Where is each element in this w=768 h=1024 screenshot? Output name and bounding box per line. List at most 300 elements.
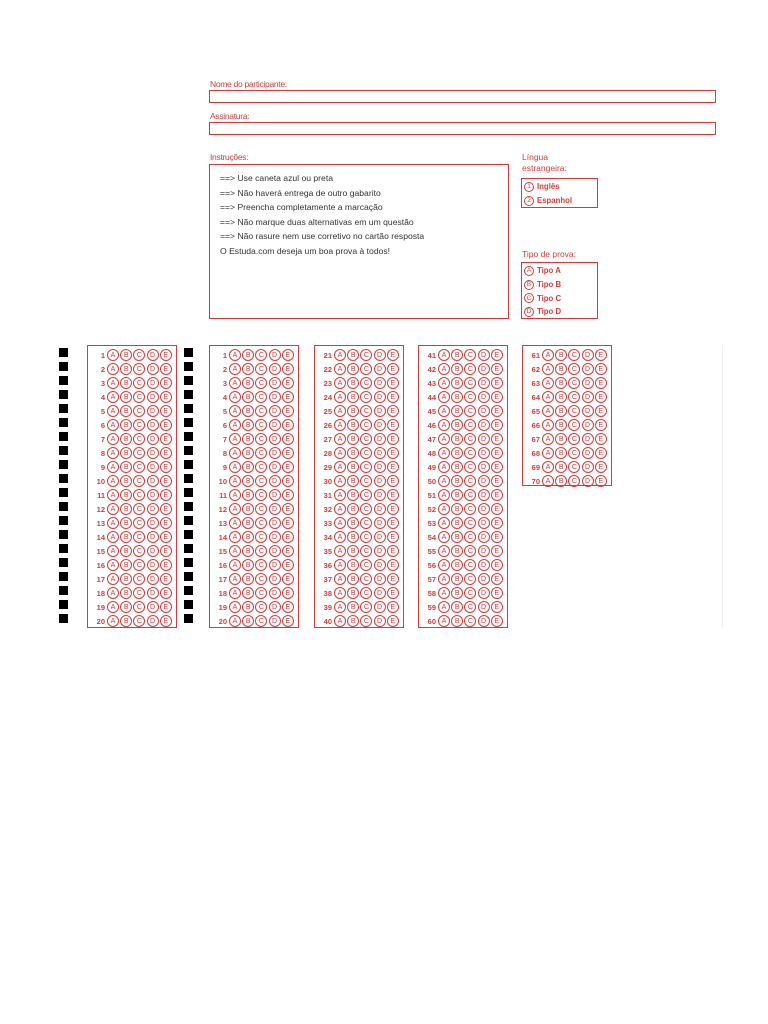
answer-bubble-e[interactable]: E bbox=[491, 601, 503, 613]
answer-bubble-e[interactable]: E bbox=[387, 517, 399, 529]
answer-bubble-b[interactable]: B bbox=[120, 349, 132, 361]
answer-bubble-b[interactable]: B bbox=[451, 531, 463, 543]
answer-bubble-b[interactable]: B bbox=[451, 503, 463, 515]
answer-bubble-c[interactable]: C bbox=[360, 545, 372, 557]
answer-bubble-e[interactable]: E bbox=[491, 363, 503, 375]
answer-bubble-d[interactable]: D bbox=[374, 573, 386, 585]
answer-bubble-a[interactable]: A bbox=[334, 489, 346, 501]
answer-bubble-b[interactable]: B bbox=[242, 601, 254, 613]
answer-bubble-b[interactable]: B bbox=[347, 573, 359, 585]
answer-bubble-b[interactable]: B bbox=[451, 363, 463, 375]
option-bubble[interactable]: D bbox=[524, 307, 534, 317]
answer-bubble-b[interactable]: B bbox=[120, 447, 132, 459]
answer-bubble-a[interactable]: A bbox=[229, 559, 241, 571]
answer-bubble-d[interactable]: D bbox=[582, 475, 594, 487]
answer-bubble-e[interactable]: E bbox=[282, 419, 294, 431]
answer-bubble-e[interactable]: E bbox=[160, 489, 172, 501]
answer-bubble-d[interactable]: D bbox=[374, 349, 386, 361]
answer-bubble-b[interactable]: B bbox=[347, 503, 359, 515]
answer-bubble-d[interactable]: D bbox=[147, 587, 159, 599]
answer-bubble-c[interactable]: C bbox=[568, 405, 580, 417]
answer-bubble-d[interactable]: D bbox=[147, 615, 159, 627]
answer-bubble-e[interactable]: E bbox=[282, 545, 294, 557]
answer-bubble-d[interactable]: D bbox=[374, 601, 386, 613]
answer-bubble-e[interactable]: E bbox=[491, 377, 503, 389]
answer-bubble-d[interactable]: D bbox=[478, 489, 490, 501]
answer-bubble-d[interactable]: D bbox=[582, 461, 594, 473]
answer-bubble-b[interactable]: B bbox=[242, 587, 254, 599]
answer-bubble-c[interactable]: C bbox=[255, 587, 267, 599]
answer-bubble-d[interactable]: D bbox=[269, 419, 281, 431]
answer-bubble-c[interactable]: C bbox=[255, 517, 267, 529]
participant-name-field[interactable] bbox=[209, 90, 716, 103]
answer-bubble-d[interactable]: D bbox=[478, 377, 490, 389]
answer-bubble-c[interactable]: C bbox=[255, 573, 267, 585]
answer-bubble-e[interactable]: E bbox=[282, 517, 294, 529]
answer-bubble-e[interactable]: E bbox=[491, 503, 503, 515]
answer-bubble-a[interactable]: A bbox=[229, 475, 241, 487]
answer-bubble-e[interactable]: E bbox=[491, 545, 503, 557]
answer-bubble-b[interactable]: B bbox=[120, 517, 132, 529]
answer-bubble-e[interactable]: E bbox=[595, 377, 607, 389]
answer-bubble-e[interactable]: E bbox=[160, 433, 172, 445]
answer-bubble-d[interactable]: D bbox=[478, 573, 490, 585]
answer-bubble-b[interactable]: B bbox=[451, 377, 463, 389]
answer-bubble-a[interactable]: A bbox=[334, 405, 346, 417]
answer-bubble-c[interactable]: C bbox=[133, 517, 145, 529]
answer-bubble-e[interactable]: E bbox=[387, 433, 399, 445]
answer-bubble-c[interactable]: C bbox=[255, 559, 267, 571]
answer-bubble-e[interactable]: E bbox=[387, 559, 399, 571]
answer-bubble-d[interactable]: D bbox=[147, 517, 159, 529]
answer-bubble-a[interactable]: A bbox=[438, 503, 450, 515]
answer-bubble-a[interactable]: A bbox=[229, 503, 241, 515]
answer-bubble-a[interactable]: A bbox=[107, 349, 119, 361]
answer-bubble-d[interactable]: D bbox=[478, 559, 490, 571]
answer-bubble-d[interactable]: D bbox=[147, 559, 159, 571]
answer-bubble-b[interactable]: B bbox=[347, 615, 359, 627]
answer-bubble-b[interactable]: B bbox=[451, 573, 463, 585]
answer-bubble-d[interactable]: D bbox=[478, 405, 490, 417]
answer-bubble-b[interactable]: B bbox=[451, 391, 463, 403]
answer-bubble-a[interactable]: A bbox=[107, 391, 119, 403]
answer-bubble-c[interactable]: C bbox=[360, 587, 372, 599]
answer-bubble-c[interactable]: C bbox=[255, 349, 267, 361]
answer-bubble-a[interactable]: A bbox=[107, 601, 119, 613]
answer-bubble-b[interactable]: B bbox=[120, 587, 132, 599]
answer-bubble-e[interactable]: E bbox=[160, 503, 172, 515]
answer-bubble-a[interactable]: A bbox=[438, 475, 450, 487]
option-bubble[interactable]: 2 bbox=[524, 196, 534, 206]
answer-bubble-a[interactable]: A bbox=[542, 349, 554, 361]
answer-bubble-a[interactable]: A bbox=[229, 587, 241, 599]
answer-bubble-e[interactable]: E bbox=[282, 391, 294, 403]
answer-bubble-d[interactable]: D bbox=[269, 489, 281, 501]
answer-bubble-b[interactable]: B bbox=[120, 363, 132, 375]
answer-bubble-e[interactable]: E bbox=[387, 391, 399, 403]
answer-bubble-e[interactable]: E bbox=[595, 391, 607, 403]
answer-bubble-b[interactable]: B bbox=[242, 573, 254, 585]
answer-bubble-d[interactable]: D bbox=[147, 545, 159, 557]
answer-bubble-a[interactable]: A bbox=[229, 573, 241, 585]
answer-bubble-c[interactable]: C bbox=[360, 559, 372, 571]
language-option-english[interactable] bbox=[524, 180, 597, 194]
answer-bubble-d[interactable]: D bbox=[478, 545, 490, 557]
answer-bubble-a[interactable]: A bbox=[438, 349, 450, 361]
answer-bubble-e[interactable]: E bbox=[387, 475, 399, 487]
answer-bubble-b[interactable]: B bbox=[120, 489, 132, 501]
answer-bubble-e[interactable]: E bbox=[160, 601, 172, 613]
answer-bubble-a[interactable]: A bbox=[107, 461, 119, 473]
answer-bubble-b[interactable]: B bbox=[451, 349, 463, 361]
answer-bubble-b[interactable]: B bbox=[347, 461, 359, 473]
answer-bubble-b[interactable]: B bbox=[451, 615, 463, 627]
answer-bubble-d[interactable]: D bbox=[478, 615, 490, 627]
answer-bubble-a[interactable]: A bbox=[334, 461, 346, 473]
answer-bubble-e[interactable]: E bbox=[387, 531, 399, 543]
answer-bubble-e[interactable]: E bbox=[491, 419, 503, 431]
signature-field[interactable] bbox=[209, 122, 716, 135]
answer-bubble-c[interactable]: C bbox=[133, 391, 145, 403]
answer-bubble-e[interactable]: E bbox=[595, 349, 607, 361]
answer-bubble-b[interactable]: B bbox=[347, 447, 359, 459]
answer-bubble-a[interactable]: A bbox=[438, 447, 450, 459]
answer-bubble-b[interactable]: B bbox=[555, 419, 567, 431]
answer-bubble-d[interactable]: D bbox=[478, 587, 490, 599]
answer-bubble-c[interactable]: C bbox=[133, 601, 145, 613]
answer-bubble-e[interactable]: E bbox=[160, 615, 172, 627]
answer-bubble-b[interactable]: B bbox=[347, 433, 359, 445]
answer-bubble-d[interactable]: D bbox=[269, 377, 281, 389]
answer-bubble-a[interactable]: A bbox=[229, 363, 241, 375]
answer-bubble-b[interactable]: B bbox=[451, 405, 463, 417]
answer-bubble-c[interactable]: C bbox=[360, 573, 372, 585]
answer-bubble-e[interactable]: E bbox=[491, 531, 503, 543]
answer-bubble-b[interactable]: B bbox=[242, 489, 254, 501]
answer-bubble-b[interactable]: B bbox=[120, 475, 132, 487]
answer-bubble-d[interactable]: D bbox=[374, 461, 386, 473]
answer-bubble-d[interactable]: D bbox=[269, 461, 281, 473]
answer-bubble-b[interactable]: B bbox=[347, 545, 359, 557]
answer-bubble-c[interactable]: C bbox=[255, 489, 267, 501]
answer-bubble-b[interactable]: B bbox=[242, 545, 254, 557]
answer-bubble-a[interactable]: A bbox=[229, 433, 241, 445]
answer-bubble-e[interactable]: E bbox=[387, 615, 399, 627]
answer-bubble-c[interactable]: C bbox=[464, 391, 476, 403]
answer-bubble-c[interactable]: C bbox=[464, 447, 476, 459]
answer-bubble-c[interactable]: C bbox=[464, 461, 476, 473]
answer-bubble-c[interactable]: C bbox=[464, 475, 476, 487]
answer-bubble-d[interactable]: D bbox=[269, 615, 281, 627]
answer-bubble-a[interactable]: A bbox=[107, 545, 119, 557]
answer-bubble-b[interactable]: B bbox=[120, 405, 132, 417]
answer-bubble-a[interactable]: A bbox=[438, 419, 450, 431]
answer-bubble-a[interactable]: A bbox=[334, 615, 346, 627]
answer-bubble-d[interactable]: D bbox=[269, 503, 281, 515]
answer-bubble-e[interactable]: E bbox=[160, 405, 172, 417]
answer-bubble-a[interactable]: A bbox=[334, 573, 346, 585]
answer-bubble-c[interactable]: C bbox=[568, 461, 580, 473]
answer-bubble-d[interactable]: D bbox=[478, 391, 490, 403]
answer-bubble-c[interactable]: C bbox=[360, 419, 372, 431]
answer-bubble-a[interactable]: A bbox=[438, 531, 450, 543]
answer-bubble-d[interactable]: D bbox=[478, 447, 490, 459]
answer-bubble-c[interactable]: C bbox=[360, 377, 372, 389]
answer-bubble-d[interactable]: D bbox=[582, 433, 594, 445]
answer-bubble-d[interactable]: D bbox=[582, 405, 594, 417]
answer-bubble-b[interactable]: B bbox=[242, 461, 254, 473]
answer-bubble-d[interactable]: D bbox=[582, 419, 594, 431]
answer-bubble-b[interactable]: B bbox=[242, 615, 254, 627]
answer-bubble-a[interactable]: A bbox=[542, 405, 554, 417]
answer-bubble-b[interactable]: B bbox=[120, 503, 132, 515]
answer-bubble-c[interactable]: C bbox=[133, 615, 145, 627]
answer-bubble-c[interactable]: C bbox=[464, 363, 476, 375]
answer-bubble-c[interactable]: C bbox=[133, 461, 145, 473]
answer-bubble-e[interactable]: E bbox=[282, 601, 294, 613]
answer-bubble-b[interactable]: B bbox=[120, 559, 132, 571]
answer-bubble-b[interactable]: B bbox=[451, 489, 463, 501]
answer-bubble-a[interactable]: A bbox=[334, 559, 346, 571]
answer-bubble-c[interactable]: C bbox=[255, 601, 267, 613]
answer-bubble-b[interactable]: B bbox=[242, 377, 254, 389]
answer-bubble-b[interactable]: B bbox=[120, 573, 132, 585]
answer-bubble-d[interactable]: D bbox=[147, 503, 159, 515]
answer-bubble-d[interactable]: D bbox=[269, 405, 281, 417]
answer-bubble-e[interactable]: E bbox=[160, 363, 172, 375]
answer-bubble-b[interactable]: B bbox=[120, 461, 132, 473]
exam-type-option-b[interactable] bbox=[524, 278, 597, 292]
answer-bubble-c[interactable]: C bbox=[133, 545, 145, 557]
answer-bubble-a[interactable]: A bbox=[229, 461, 241, 473]
answer-bubble-c[interactable]: C bbox=[568, 391, 580, 403]
answer-bubble-d[interactable]: D bbox=[478, 475, 490, 487]
answer-bubble-d[interactable]: D bbox=[478, 363, 490, 375]
answer-bubble-a[interactable]: A bbox=[229, 405, 241, 417]
answer-bubble-d[interactable]: D bbox=[269, 517, 281, 529]
answer-bubble-e[interactable]: E bbox=[160, 447, 172, 459]
answer-bubble-e[interactable]: E bbox=[160, 573, 172, 585]
answer-bubble-d[interactable]: D bbox=[374, 489, 386, 501]
answer-bubble-b[interactable]: B bbox=[120, 531, 132, 543]
answer-bubble-a[interactable]: A bbox=[107, 419, 119, 431]
answer-bubble-c[interactable]: C bbox=[360, 391, 372, 403]
answer-bubble-a[interactable]: A bbox=[229, 615, 241, 627]
answer-bubble-c[interactable]: C bbox=[133, 419, 145, 431]
answer-bubble-c[interactable]: C bbox=[133, 363, 145, 375]
answer-bubble-c[interactable]: C bbox=[133, 475, 145, 487]
answer-bubble-b[interactable]: B bbox=[555, 377, 567, 389]
answer-bubble-d[interactable]: D bbox=[374, 531, 386, 543]
answer-bubble-c[interactable]: C bbox=[133, 573, 145, 585]
answer-bubble-d[interactable]: D bbox=[147, 405, 159, 417]
answer-bubble-c[interactable]: C bbox=[255, 461, 267, 473]
answer-bubble-a[interactable]: A bbox=[229, 377, 241, 389]
answer-bubble-a[interactable]: A bbox=[229, 447, 241, 459]
answer-bubble-e[interactable]: E bbox=[282, 405, 294, 417]
answer-bubble-a[interactable]: A bbox=[438, 587, 450, 599]
answer-bubble-c[interactable]: C bbox=[464, 573, 476, 585]
answer-bubble-d[interactable]: D bbox=[374, 587, 386, 599]
answer-bubble-b[interactable]: B bbox=[120, 615, 132, 627]
answer-bubble-d[interactable]: D bbox=[582, 447, 594, 459]
answer-bubble-a[interactable]: A bbox=[542, 363, 554, 375]
answer-bubble-a[interactable]: A bbox=[334, 349, 346, 361]
answer-bubble-b[interactable]: B bbox=[555, 405, 567, 417]
answer-bubble-e[interactable]: E bbox=[282, 363, 294, 375]
answer-bubble-d[interactable]: D bbox=[374, 391, 386, 403]
answer-bubble-c[interactable]: C bbox=[255, 405, 267, 417]
answer-bubble-d[interactable]: D bbox=[269, 391, 281, 403]
answer-bubble-c[interactable]: C bbox=[360, 503, 372, 515]
answer-bubble-a[interactable]: A bbox=[438, 433, 450, 445]
answer-bubble-e[interactable]: E bbox=[387, 447, 399, 459]
answer-bubble-e[interactable]: E bbox=[491, 391, 503, 403]
answer-bubble-c[interactable]: C bbox=[568, 475, 580, 487]
answer-bubble-a[interactable]: A bbox=[542, 377, 554, 389]
answer-bubble-c[interactable]: C bbox=[133, 433, 145, 445]
answer-bubble-b[interactable]: B bbox=[242, 391, 254, 403]
answer-bubble-e[interactable]: E bbox=[595, 461, 607, 473]
answer-bubble-a[interactable]: A bbox=[334, 475, 346, 487]
exam-type-option-a[interactable] bbox=[524, 264, 597, 278]
answer-bubble-e[interactable]: E bbox=[282, 447, 294, 459]
answer-bubble-c[interactable]: C bbox=[255, 447, 267, 459]
answer-bubble-d[interactable]: D bbox=[147, 573, 159, 585]
answer-bubble-a[interactable]: A bbox=[229, 601, 241, 613]
answer-bubble-c[interactable]: C bbox=[133, 349, 145, 361]
answer-bubble-d[interactable]: D bbox=[582, 391, 594, 403]
answer-bubble-d[interactable]: D bbox=[478, 601, 490, 613]
answer-bubble-d[interactable]: D bbox=[147, 531, 159, 543]
answer-bubble-a[interactable]: A bbox=[229, 419, 241, 431]
answer-bubble-e[interactable]: E bbox=[282, 615, 294, 627]
answer-bubble-c[interactable]: C bbox=[568, 447, 580, 459]
answer-bubble-a[interactable]: A bbox=[334, 517, 346, 529]
answer-bubble-b[interactable]: B bbox=[451, 475, 463, 487]
option-bubble[interactable]: B bbox=[524, 280, 534, 290]
answer-bubble-a[interactable]: A bbox=[107, 503, 119, 515]
answer-bubble-a[interactable]: A bbox=[334, 545, 346, 557]
answer-bubble-e[interactable]: E bbox=[282, 503, 294, 515]
answer-bubble-e[interactable]: E bbox=[282, 559, 294, 571]
answer-bubble-c[interactable]: C bbox=[464, 587, 476, 599]
answer-bubble-a[interactable]: A bbox=[334, 447, 346, 459]
answer-bubble-a[interactable]: A bbox=[334, 531, 346, 543]
answer-bubble-c[interactable]: C bbox=[464, 405, 476, 417]
answer-bubble-c[interactable]: C bbox=[568, 419, 580, 431]
answer-bubble-e[interactable]: E bbox=[491, 475, 503, 487]
answer-bubble-a[interactable]: A bbox=[107, 433, 119, 445]
answer-bubble-c[interactable]: C bbox=[360, 615, 372, 627]
answer-bubble-d[interactable]: D bbox=[269, 587, 281, 599]
answer-bubble-a[interactable]: A bbox=[542, 419, 554, 431]
answer-bubble-c[interactable]: C bbox=[360, 601, 372, 613]
answer-bubble-d[interactable]: D bbox=[269, 573, 281, 585]
answer-bubble-a[interactable]: A bbox=[334, 503, 346, 515]
answer-bubble-e[interactable]: E bbox=[595, 419, 607, 431]
answer-bubble-a[interactable]: A bbox=[107, 587, 119, 599]
option-bubble[interactable]: C bbox=[524, 293, 534, 303]
answer-bubble-e[interactable]: E bbox=[160, 587, 172, 599]
answer-bubble-b[interactable]: B bbox=[451, 601, 463, 613]
answer-bubble-b[interactable]: B bbox=[242, 433, 254, 445]
answer-bubble-c[interactable]: C bbox=[255, 531, 267, 543]
answer-bubble-c[interactable]: C bbox=[360, 447, 372, 459]
answer-bubble-d[interactable]: D bbox=[582, 377, 594, 389]
answer-bubble-b[interactable]: B bbox=[451, 433, 463, 445]
answer-bubble-e[interactable]: E bbox=[387, 587, 399, 599]
answer-bubble-a[interactable]: A bbox=[107, 573, 119, 585]
answer-bubble-a[interactable]: A bbox=[107, 559, 119, 571]
answer-bubble-b[interactable]: B bbox=[451, 587, 463, 599]
answer-bubble-a[interactable]: A bbox=[438, 377, 450, 389]
answer-bubble-d[interactable]: D bbox=[269, 531, 281, 543]
answer-bubble-e[interactable]: E bbox=[387, 601, 399, 613]
answer-bubble-e[interactable]: E bbox=[491, 461, 503, 473]
answer-bubble-d[interactable]: D bbox=[147, 419, 159, 431]
answer-bubble-b[interactable]: B bbox=[120, 545, 132, 557]
answer-bubble-e[interactable]: E bbox=[595, 405, 607, 417]
answer-bubble-c[interactable]: C bbox=[133, 489, 145, 501]
answer-bubble-c[interactable]: C bbox=[255, 377, 267, 389]
answer-bubble-a[interactable]: A bbox=[334, 433, 346, 445]
answer-bubble-d[interactable]: D bbox=[269, 433, 281, 445]
answer-bubble-e[interactable]: E bbox=[491, 433, 503, 445]
answer-bubble-d[interactable]: D bbox=[269, 545, 281, 557]
answer-bubble-b[interactable]: B bbox=[242, 349, 254, 361]
answer-bubble-e[interactable]: E bbox=[491, 615, 503, 627]
answer-bubble-a[interactable]: A bbox=[107, 447, 119, 459]
answer-bubble-d[interactable]: D bbox=[269, 363, 281, 375]
answer-bubble-c[interactable]: C bbox=[360, 475, 372, 487]
answer-bubble-a[interactable]: A bbox=[334, 377, 346, 389]
answer-bubble-a[interactable]: A bbox=[107, 615, 119, 627]
answer-bubble-b[interactable]: B bbox=[347, 391, 359, 403]
answer-bubble-d[interactable]: D bbox=[269, 475, 281, 487]
answer-bubble-a[interactable]: A bbox=[107, 377, 119, 389]
answer-bubble-a[interactable]: A bbox=[334, 419, 346, 431]
answer-bubble-a[interactable]: A bbox=[229, 349, 241, 361]
answer-bubble-b[interactable]: B bbox=[242, 447, 254, 459]
answer-bubble-c[interactable]: C bbox=[255, 615, 267, 627]
answer-bubble-c[interactable]: C bbox=[360, 489, 372, 501]
answer-bubble-b[interactable]: B bbox=[242, 503, 254, 515]
answer-bubble-c[interactable]: C bbox=[464, 531, 476, 543]
answer-bubble-b[interactable]: B bbox=[120, 433, 132, 445]
answer-bubble-d[interactable]: D bbox=[374, 545, 386, 557]
answer-bubble-d[interactable]: D bbox=[374, 405, 386, 417]
answer-bubble-e[interactable]: E bbox=[160, 475, 172, 487]
answer-bubble-e[interactable]: E bbox=[282, 489, 294, 501]
answer-bubble-e[interactable]: E bbox=[491, 587, 503, 599]
answer-bubble-b[interactable]: B bbox=[242, 559, 254, 571]
answer-bubble-e[interactable]: E bbox=[491, 489, 503, 501]
answer-bubble-c[interactable]: C bbox=[133, 405, 145, 417]
answer-bubble-d[interactable]: D bbox=[374, 615, 386, 627]
answer-bubble-c[interactable]: C bbox=[133, 447, 145, 459]
answer-bubble-b[interactable]: B bbox=[555, 349, 567, 361]
answer-bubble-d[interactable]: D bbox=[478, 503, 490, 515]
answer-bubble-d[interactable]: D bbox=[582, 363, 594, 375]
answer-bubble-a[interactable]: A bbox=[107, 489, 119, 501]
answer-bubble-a[interactable]: A bbox=[107, 517, 119, 529]
answer-bubble-b[interactable]: B bbox=[451, 461, 463, 473]
answer-bubble-e[interactable]: E bbox=[160, 545, 172, 557]
answer-bubble-b[interactable]: B bbox=[347, 531, 359, 543]
answer-bubble-c[interactable]: C bbox=[568, 377, 580, 389]
answer-bubble-e[interactable]: E bbox=[160, 377, 172, 389]
